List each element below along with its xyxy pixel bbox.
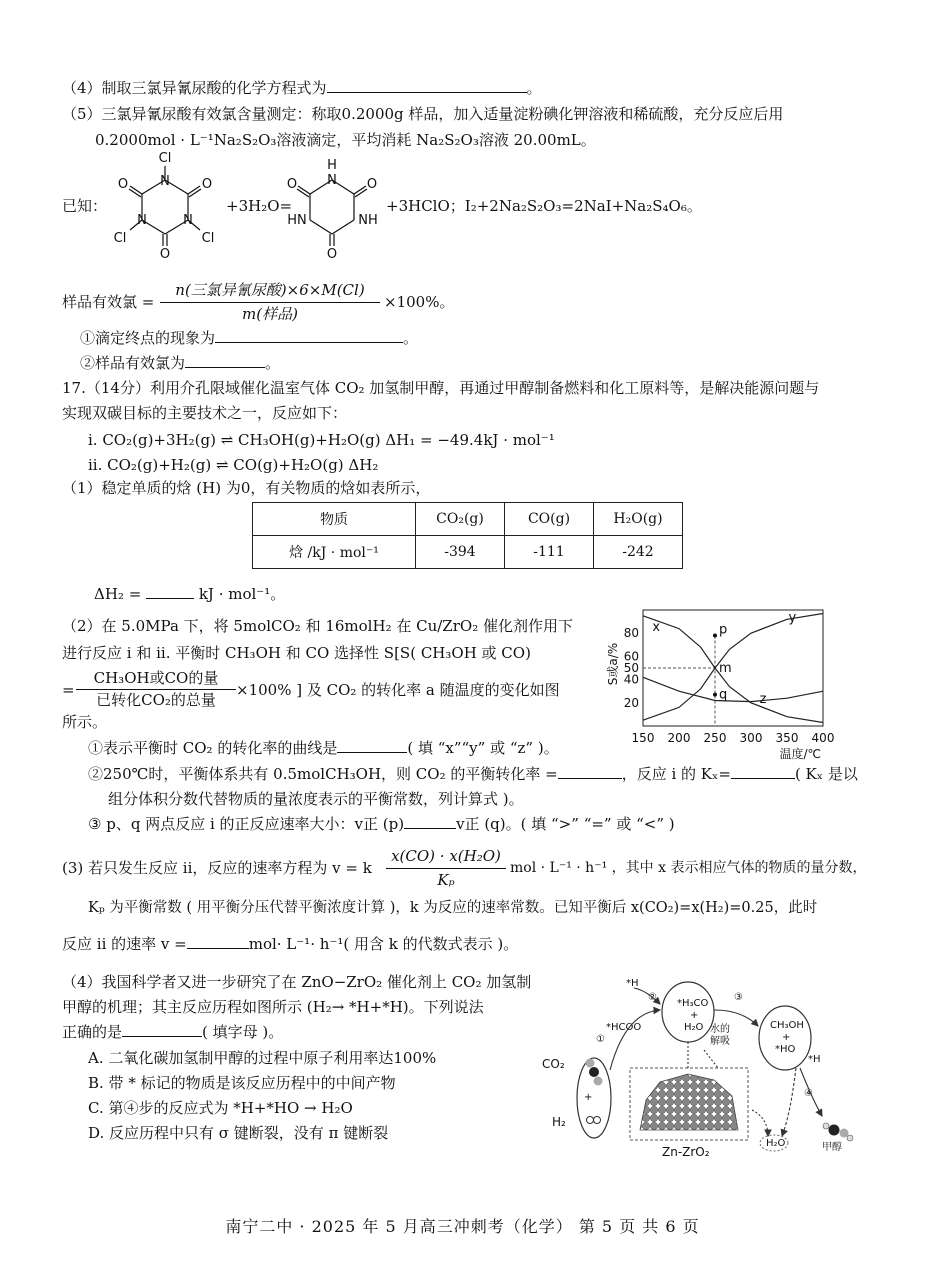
h2-label: H₂ <box>552 1115 566 1129</box>
atom-o: O <box>366 177 378 192</box>
answer-blank[interactable] <box>146 584 194 599</box>
p2-s2-mid: ，反应 i 的 Kₓ= <box>621 765 731 783</box>
eq-mid: +3H₂O= <box>226 197 293 215</box>
answer-blank[interactable] <box>327 78 527 93</box>
part3-line1-tail: mol · L⁻¹ · h⁻¹ ，其中 x 表示相应气体的物质的量分数， <box>510 860 867 876</box>
series-line-y <box>643 614 823 721</box>
q4-text: （4）制取三氯异氰尿酸的化学方程式为 <box>62 79 327 97</box>
option-b: B. 带 * 标记的物质是该反应历程中的中间产物 <box>88 1074 396 1092</box>
mech-label: + <box>584 1092 593 1103</box>
dh2-line <box>94 584 285 604</box>
h2-molecule-icon <box>587 1117 601 1124</box>
part2-line3-tail: ×100% ] 及 CO₂ 的转化率 a 随温度的变化如图 <box>236 681 560 699</box>
p2-s1-tail: ( 填 “x”“y” 或 “z” )。 <box>407 739 559 757</box>
atom-o: O <box>286 177 298 192</box>
mech-label: H₂O <box>684 1022 704 1033</box>
table-row <box>253 536 683 569</box>
x-axis-label: 温度/℃ <box>779 747 821 761</box>
step-3: ③ <box>734 992 743 1003</box>
atom-o: O <box>159 247 171 262</box>
fraction-bar <box>386 868 506 869</box>
p2-s1-text: ①表示平衡时 CO₂ 的转化率的曲线是 <box>88 739 338 757</box>
intermediate-ellipse <box>662 982 714 1042</box>
atom-o: O <box>117 177 129 192</box>
mech-label: CH₃OH <box>770 1020 804 1031</box>
p2-s2-text: ②250℃时，平衡体系共有 0.5molCH₃OH，则 CO₂ 的平衡转化率 = <box>88 765 558 783</box>
option-a: A. 二氧化碳加氢制甲醇的过程中原子利用率达100% <box>88 1049 437 1067</box>
part2-sub2 <box>88 764 858 784</box>
part2-eq: = <box>62 681 75 699</box>
answer-blank[interactable] <box>731 764 795 779</box>
y-tick-label: 20 <box>623 695 639 710</box>
selectivity-numerator: CH₃OH或CO的量 <box>93 669 219 687</box>
p3-l3-tail: mol· L⁻¹· h⁻¹( 用含 k 的代数式表示 )。 <box>248 935 519 953</box>
step-4: ④ <box>804 1088 813 1099</box>
p2-s2-tail: ( Kₓ 是以 <box>794 765 858 783</box>
table-row <box>253 503 683 536</box>
atom-n: N <box>160 174 170 189</box>
cyanuric-acid-structure <box>284 156 382 262</box>
dh2-unit: kJ · mol⁻¹。 <box>198 585 286 603</box>
part3-line3 <box>62 934 518 954</box>
mech-label: *H <box>808 1054 821 1065</box>
mech-label: + <box>782 1032 791 1043</box>
point-q <box>713 693 717 697</box>
catalyst-surface-icon <box>640 1074 738 1130</box>
part2-sub3 <box>88 814 675 834</box>
atom-n: N <box>327 173 337 188</box>
q4-line: （4）制取三氯异氰尿酸的化学方程式为 。 <box>62 79 542 97</box>
x-tick-label: 150 <box>631 731 655 745</box>
selectivity-conversion-chart <box>605 604 845 762</box>
sub1-text: ①滴定终点的现象为 <box>80 329 216 347</box>
mech-label: 水的 <box>710 1024 730 1035</box>
y-axis-label: S或a/% <box>606 642 620 686</box>
sub1-line: ①滴定终点的现象为 。 <box>80 329 419 347</box>
series-label-y: y <box>788 610 797 626</box>
mech-label: + <box>690 1010 699 1021</box>
reaction-i: i. CO₂(g)+3H₂(g) ⇌ CH₃OH(g)+H₂O(g) ΔH₁ = −49.4kJ · mol⁻¹ <box>88 431 555 449</box>
q17-line2: 实现双碳目标的主要技术之一，反应如下： <box>62 404 348 422</box>
p2-s3-text: ③ p、q 两点反应 i 的正反应速率大小：v正 (p) <box>88 815 405 833</box>
mech-label: *HO <box>775 1044 796 1055</box>
series-line-x <box>643 616 823 723</box>
atom-cl: Cl <box>158 151 172 166</box>
page-footer: 南宁二中 · 2025 年 5 月高三冲刺考（化学） 第 5 页 共 6 页 <box>225 1217 700 1236</box>
fraction-bar <box>160 302 380 303</box>
p3-l3-text: 反应 ii 的速率 v = <box>62 935 187 953</box>
answer-blank[interactable] <box>187 934 249 949</box>
answer-blank[interactable] <box>337 738 407 753</box>
step-2: ② <box>648 992 657 1003</box>
x-tick-label: 200 <box>667 731 691 745</box>
point-label-q: q <box>719 687 728 703</box>
formula-lhs: 样品有效氯 = <box>62 293 155 311</box>
p2-s3-tail: v正 (q)。( 填 “>” “=” 或 “<” ) <box>456 815 675 833</box>
step-1: ① <box>596 1034 605 1045</box>
part4-line3 <box>62 1022 283 1042</box>
atom-nh: NH <box>358 213 378 228</box>
x-tick-label: 300 <box>739 731 763 745</box>
table-header: CO(g) <box>505 503 594 536</box>
rate-denominator: Kₚ <box>437 871 455 889</box>
table-cell: -242 <box>594 536 683 569</box>
point-label-p: p <box>719 622 728 638</box>
option-c: C. 第④步的反应式为 *H+*HO → H₂O <box>88 1099 353 1117</box>
mech-label: *H <box>626 978 639 989</box>
table-header: CO₂(g) <box>416 503 505 536</box>
p4-l3-tail: ( 填字母 )。 <box>202 1023 284 1041</box>
eq-right: +3HClO；I₂+2Na₂S₂O₃=2NaI+Na₂S₄O₆。 <box>386 197 702 215</box>
mech-label: H₂O <box>766 1138 786 1149</box>
atom-n: N <box>137 213 147 228</box>
table-header: H₂O(g) <box>594 503 683 536</box>
trichloroisocyanuric-structure <box>108 150 223 262</box>
dh2-text: ΔH₂ = <box>94 585 142 603</box>
methanol-molecule-icon <box>823 1123 853 1141</box>
atom-cl: Cl <box>201 231 215 246</box>
q5-line1: （5）三氯异氰尿酸有效氯含量测定：称取0.2000g 样品，加入适量淀粉碘化钾溶液和稀硫酸，充分反应后用 <box>62 105 784 123</box>
q17-line1: 17.（14分）利用介孔限域催化温室气体 CO₂ 加氢制甲醇，再通过甲醇制备燃料和化工原料等，是解决能源问题与 <box>62 379 820 397</box>
part4-line2: 甲醇的机理；其主反应历程如图所示 (H₂→ *H+*H)。下列说法 <box>62 998 484 1016</box>
selectivity-denominator: 已转化CO₂的总量 <box>96 691 216 709</box>
mech-label: *HCOO <box>606 1022 642 1033</box>
part2-line1: （2）在 5.0MPa 下，将 5molCO₂ 和 16molH₂ 在 Cu/ZrO₂ 催化剂作用下 <box>62 617 573 635</box>
part2-line4: 所示。 <box>62 713 108 731</box>
part1-text: （1）稳定单质的焓 (H) 为0，有关物质的焓如表所示， <box>62 479 431 497</box>
known-label: 已知： <box>62 197 108 215</box>
atom-hn: HN <box>287 213 307 228</box>
co2-label: CO₂ <box>542 1057 565 1071</box>
atom-o: O <box>201 177 213 192</box>
table-cell: -111 <box>505 536 594 569</box>
mechanism-diagram <box>538 970 868 1160</box>
co2-molecule-icon <box>586 1059 603 1086</box>
point-p <box>713 634 717 638</box>
part3-line2: Kₚ 为平衡常数 ( 用平衡分压代替平衡浓度计算 )，k 为反应的速率常数。已知平衡后 x(CO₂)=x(H₂)=0.25，此时 <box>88 900 818 916</box>
option-d: D. 反应历程中只有 σ 键断裂，没有 π 键断裂 <box>88 1124 389 1142</box>
point-label-m: m <box>719 661 732 676</box>
y-tick-label: 60 <box>623 649 639 664</box>
sub2-line: ②样品有效氯为 。 <box>80 354 281 372</box>
sub2-text: ②样品有效氯为 <box>80 354 186 372</box>
mech-label: *H₃CO <box>677 998 709 1009</box>
formula-numerator: n(三氯异氰尿酸)×6×M(Cl) <box>175 281 365 299</box>
p4-l3-text: 正确的是 <box>62 1023 123 1041</box>
atom-h: H <box>327 158 337 173</box>
table-header: 物质 <box>253 503 416 536</box>
formula-tail: ×100%。 <box>384 293 455 311</box>
q5-line2: 0.2000mol · L⁻¹Na₂S₂O₃溶液滴定，平均消耗 Na₂S₂O₃溶液 20.00mL。 <box>95 131 596 149</box>
atom-o: O <box>326 247 338 262</box>
mech-label: 解吸 <box>710 1036 730 1047</box>
x-tick-label: 350 <box>775 731 799 745</box>
part3-line1-head: (3) 若只发生反应 ii，反应的速率方程为 v = k <box>62 859 372 877</box>
rate-numerator: x(CO) · x(H₂O) <box>391 847 501 865</box>
answer-blank[interactable] <box>404 814 456 829</box>
catalyst-label: Zn-ZrO₂ <box>662 1145 710 1159</box>
reaction-ii: ii. CO₂(g)+H₂(g) ⇌ CO(g)+H₂O(g) ΔH₂ <box>88 456 379 474</box>
table-cell: -394 <box>416 536 505 569</box>
part4-line1: （4）我国科学者又进一步研究了在 ZnO−ZrO₂ 催化剂上 CO₂ 加氢制 <box>62 973 532 991</box>
enthalpy-table <box>252 502 683 569</box>
x-tick-label: 250 <box>703 731 727 745</box>
part2-sub1 <box>88 738 559 758</box>
x-tick-label: 400 <box>811 731 835 745</box>
formula-denominator: m(样品) <box>242 305 298 323</box>
answer-blank[interactable] <box>558 764 622 779</box>
atom-n: N <box>183 213 193 228</box>
series-label-z: z <box>759 691 767 707</box>
answer-blank[interactable] <box>122 1022 202 1037</box>
part2-sub2-line2: 组分体积分数代替物质的量浓度表示的平衡常数，列计算式 )。 <box>108 790 524 808</box>
answer-blank[interactable] <box>215 328 403 343</box>
table-row-label: 焓 /kJ · mol⁻¹ <box>253 536 416 569</box>
answer-blank[interactable] <box>185 353 265 368</box>
y-tick-label: 80 <box>623 626 639 641</box>
y-tick-label: 40 <box>623 672 639 687</box>
atom-cl: Cl <box>113 231 127 246</box>
methanol-label: 甲醇 <box>822 1142 842 1153</box>
series-label-x: x <box>652 619 661 635</box>
y-tick-label: 50 <box>623 661 639 675</box>
part2-line2: 进行反应 i 和 ii. 平衡时 CH₃OH 和 CO 选择性 S[S( CH₃OH 或 CO) <box>62 644 531 662</box>
